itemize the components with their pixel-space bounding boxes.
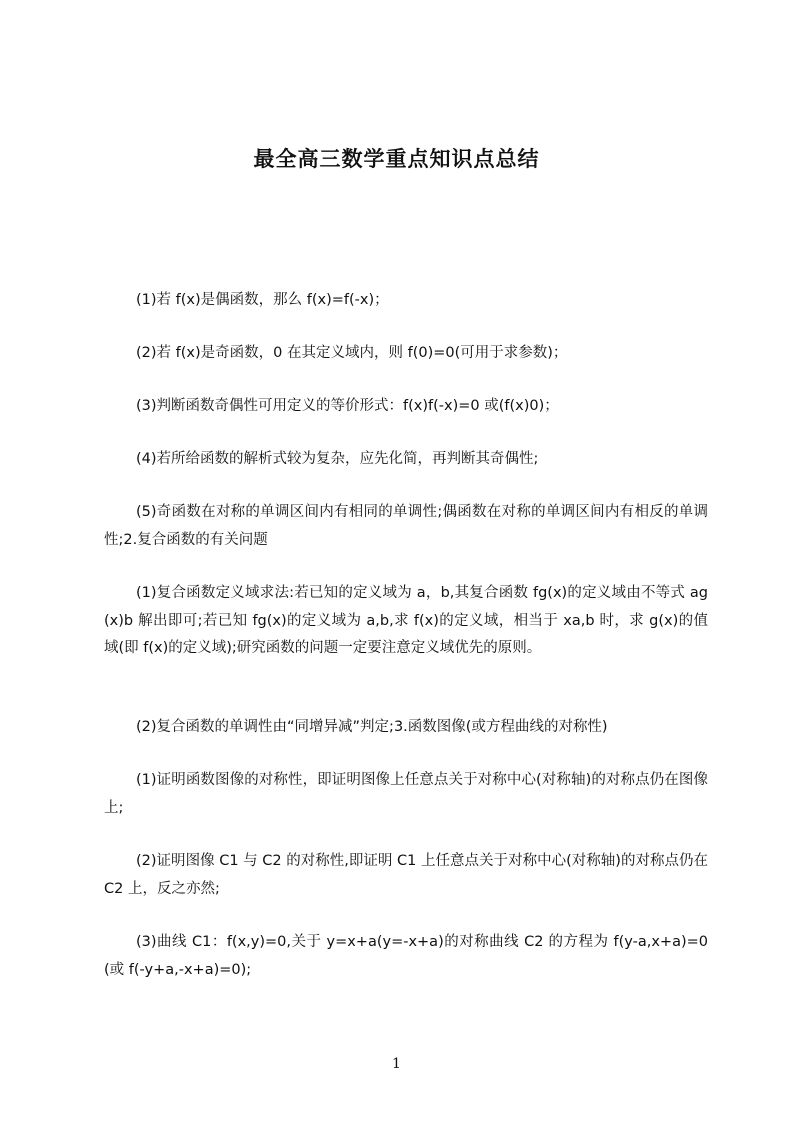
- paragraph-3: (3)判断函数奇偶性可用定义的等价形式：f(x)f(-x)=0 或(f(x)0)；: [136, 398, 559, 414]
- paragraph-5: (5)奇函数在对称的单调区间内有相同的单调性;偶函数在对称的单调区间内有相反的单调性;2.复合函数的有关问题: [104, 504, 708, 548]
- page-number: 1: [392, 1056, 401, 1072]
- document-title: 最全高三数学重点知识点总结: [253, 147, 540, 171]
- paragraph-1: (1)若 f(x)是偶函数，那么 f(x)=f(-x)；: [136, 292, 389, 308]
- paragraph-7: (2)复合函数的单调性由“同增异减”判定;3.函数图像(或方程曲线的对称性): [136, 719, 608, 735]
- paragraph-4: (4)若所给函数的解析式较为复杂，应先化简，再判断其奇偶性;: [136, 451, 539, 467]
- paragraph-8: (1)证明函数图像的对称性，即证明图像上任意点关于对称中心(对称轴)的对称点仍在图像上;: [104, 772, 708, 816]
- paragraph-6: (1)复合函数定义域求法:若已知的定义域为 a，b,其复合函数 fg(x)的定义域由不等式 ag(x)b 解出即可;若已知 fg(x)的定义域为 a,b,求 f(x)的定义域，相当于 xa,b 时，求 g(x)的值域(即 f(x)的定义域);研究函数的问题一定要注意定义域优先的原则。: [104, 585, 708, 656]
- paragraph-9: (2)证明图像 C1 与 C2 的对称性,即证明 C1 上任意点关于对称中心(对称轴)的对称点仍在 C2 上，反之亦然;: [104, 853, 708, 897]
- paragraph-2: (2)若 f(x)是奇函数，0 在其定义域内，则 f(0)=0(可用于求参数)；: [136, 345, 568, 361]
- paragraph-10: (3)曲线 C1：f(x,y)=0,关于 y=x+a(y=-x+a)的对称曲线 C2 的方程为 f(y-a,x+a)=0(或 f(-y+a,-x+a)=0);: [104, 934, 708, 978]
